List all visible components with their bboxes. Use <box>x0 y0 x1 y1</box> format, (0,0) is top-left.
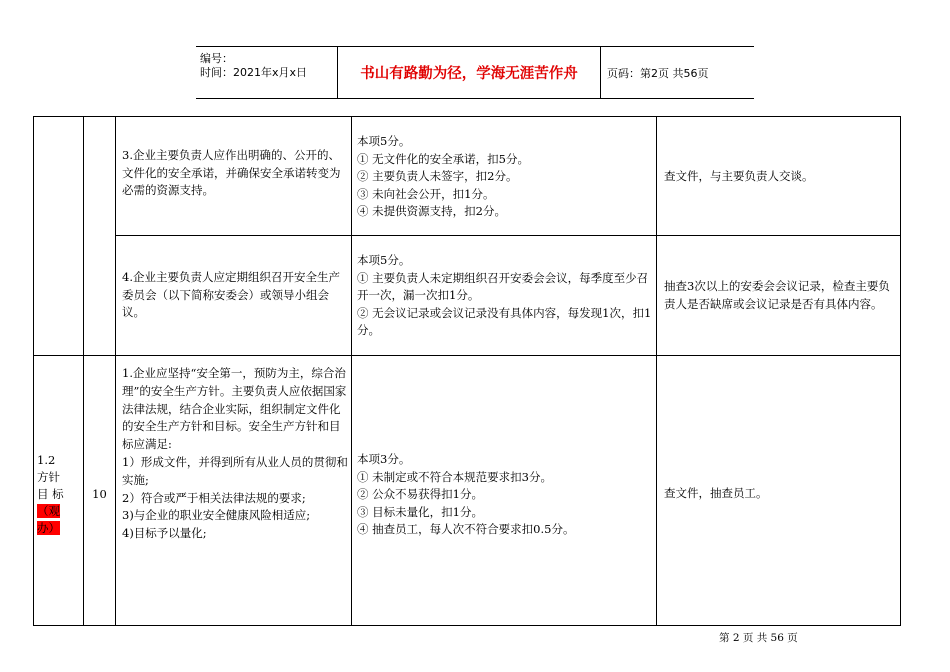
scoring-line: ② 主要负责人未签字，扣2分。 <box>357 169 518 183</box>
scoring-line: ③ 目标未量化，扣1分。 <box>357 504 483 519</box>
scoring-line: ① 主要负责人未定期组织召开安委会会议，每季度至少召开一次，漏一次扣1分。 <box>357 270 649 302</box>
method-text: 查文件，抽查员工。 <box>664 486 768 500</box>
requirement-cell <box>122 269 348 322</box>
requirement-text: 3.企业主要负责人应作出明确的、公开的、文件化的安全承诺，并确保安全承诺转变为必需的资源支持。 <box>122 148 341 197</box>
page-footer: 第 2 页 共 56 页 <box>719 632 798 644</box>
item-name: 方针 <box>37 470 60 484</box>
scoring-line: ③ 未向社会公开，扣1分。 <box>357 186 495 201</box>
method-text: 查文件，与主要负责人交谈。 <box>664 169 814 183</box>
scoring-line: ④ 抽查员工，每人次不符合要求扣0.5分。 <box>357 522 575 536</box>
scoring-line: ② 无会议记录或会议记录没有具体内容，每发现1次，扣1分。 <box>357 305 652 337</box>
method-cell <box>664 485 896 503</box>
requirement-cell <box>122 365 348 543</box>
requirement-text: 2）符合或严于相关法律法规的要求; <box>122 490 306 505</box>
scoring-line: ② 公众不易获得扣1分。 <box>357 487 483 501</box>
page-header <box>196 46 754 99</box>
assessment-table <box>33 116 901 626</box>
header-motto: 书山有路勤为径，学海无涯苦作舟 <box>338 47 601 98</box>
score-value: 10 <box>92 487 107 501</box>
item-number: 1.2 <box>37 453 56 467</box>
requirement-text: 1）形成文件，并得到所有从业人员的贯彻和实施; <box>122 454 348 487</box>
requirement-text: 4)目标予以量化; <box>122 526 207 541</box>
item-name: 目 标 <box>37 487 64 501</box>
scoring-cell <box>357 133 652 221</box>
scoring-line: ① 未制定或不符合本规范要求扣3分。 <box>357 469 552 484</box>
requirement-cell <box>122 147 348 200</box>
scoring-line: ④ 未提供资源支持，扣2分。 <box>357 204 506 218</box>
requirement-text: 4.企业主要负责人应定期组织召开安全生产委员会（以下简称安委会）或领导小组会议。 <box>122 270 340 319</box>
scoring-line: ① 无文件化的安全承诺，扣5分。 <box>357 151 529 166</box>
number-label: 编号： <box>200 52 233 65</box>
scoring-cell <box>357 252 652 340</box>
requirement-text: 3)与企业的职业安全健康风险相适应; <box>122 508 311 523</box>
method-cell <box>664 168 896 186</box>
item-flag: （观办） <box>37 504 60 535</box>
score-cell <box>84 486 115 504</box>
method-text: 抽查3次以上的安委会会议记录，检查主要负责人是否缺席或会议记录是否有具体内容。 <box>664 279 890 311</box>
scoring-line: 本项5分。 <box>357 253 411 267</box>
scoring-line: 本项3分。 <box>357 452 411 466</box>
header-meta <box>196 47 338 98</box>
scoring-cell <box>357 451 652 539</box>
header-page-label: 页码：第2页 共56页 <box>607 66 709 80</box>
requirement-text: 1.企业应坚持“安全第一，预防为主，综合治理”的安全生产方针。主要负责人应依据国家法律法规，结合企业实际，组织制定文件化的安全生产方针和目标。安全生产方针和目标应满足: <box>122 366 347 452</box>
time-label: 时间：2021年x月x日 <box>200 66 308 79</box>
method-cell <box>664 278 896 313</box>
scoring-line: 本项5分。 <box>357 134 411 148</box>
item-cell <box>37 452 81 537</box>
